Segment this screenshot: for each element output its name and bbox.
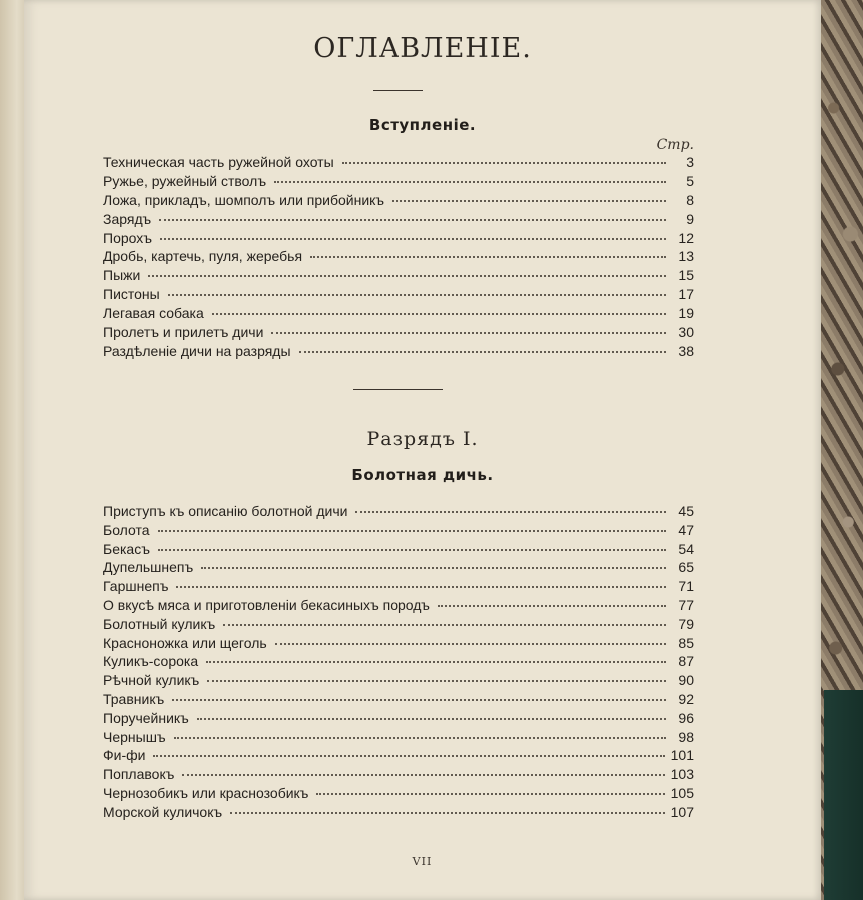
toc-entry-page: 101 bbox=[670, 747, 694, 764]
dot-leader bbox=[355, 510, 666, 513]
toc-entry-label: Травникъ bbox=[103, 690, 165, 707]
toc-entry bbox=[103, 747, 694, 766]
part1-toc-list bbox=[103, 503, 694, 823]
toc-entry-label: Чернозобикъ или краснозобикъ bbox=[103, 784, 309, 801]
toc-entry-label: Поручейникъ bbox=[103, 709, 189, 726]
toc-entry bbox=[103, 192, 694, 211]
toc-entry bbox=[103, 653, 694, 672]
toc-entry bbox=[103, 766, 694, 785]
toc-entry-page: 65 bbox=[678, 559, 694, 576]
intro-heading: Вступленіе. bbox=[368, 116, 477, 134]
toc-entry-page: 47 bbox=[678, 521, 694, 538]
toc-entry-page: 19 bbox=[678, 305, 694, 322]
toc-entry-label: Приступъ къ описанію болотной дичи bbox=[103, 503, 348, 519]
toc-entry bbox=[103, 154, 694, 173]
cloth-spine-corner bbox=[824, 690, 863, 900]
toc-entry-label: Чернышъ bbox=[103, 728, 166, 745]
title-divider bbox=[373, 90, 423, 91]
toc-entry bbox=[103, 559, 694, 578]
toc-entry-page: 107 bbox=[670, 803, 694, 820]
dot-leader bbox=[159, 218, 666, 221]
toc-entry-label: Морской куличокъ bbox=[103, 803, 223, 820]
dot-leader bbox=[197, 717, 666, 720]
intro-toc-list bbox=[103, 154, 694, 362]
dot-leader bbox=[158, 529, 666, 532]
part-heading: Болотная дичь. bbox=[351, 466, 494, 484]
toc-entry bbox=[103, 230, 694, 249]
toc-entry-label: Легавая собака bbox=[103, 305, 204, 322]
dot-leader bbox=[206, 660, 666, 663]
toc-entry-label: Гаршнепъ bbox=[103, 578, 169, 595]
toc-entry bbox=[103, 503, 694, 522]
toc-entry-page: 96 bbox=[678, 709, 694, 726]
toc-entry bbox=[103, 522, 694, 541]
dot-leader bbox=[274, 180, 666, 183]
book-gutter-edge bbox=[0, 0, 24, 900]
toc-entry bbox=[103, 343, 694, 362]
toc-entry bbox=[103, 672, 694, 691]
toc-entry-page: 87 bbox=[678, 653, 694, 670]
toc-entry-label: Поплавокъ bbox=[103, 766, 175, 783]
toc-entry-label: Болотный куликъ bbox=[103, 615, 216, 632]
toc-entry-page: 8 bbox=[686, 191, 694, 208]
dot-leader bbox=[160, 237, 666, 240]
toc-entry-label: Техническая часть ружейной охоты bbox=[103, 154, 334, 170]
dot-leader bbox=[271, 331, 666, 334]
toc-entry-page: 71 bbox=[678, 578, 694, 595]
dot-leader bbox=[207, 679, 666, 682]
dot-leader bbox=[172, 698, 666, 701]
toc-entry-label: Пролетъ и прилетъ дичи bbox=[103, 324, 264, 341]
toc-entry-label: Болота bbox=[103, 521, 150, 538]
toc-entry-page: 9 bbox=[686, 210, 694, 227]
toc-entry bbox=[103, 729, 694, 748]
toc-entry bbox=[103, 267, 694, 286]
toc-entry bbox=[103, 173, 694, 192]
toc-entry bbox=[103, 691, 694, 710]
toc-entry-page: 92 bbox=[678, 690, 694, 707]
toc-entry bbox=[103, 211, 694, 230]
toc-entry-page: 12 bbox=[678, 229, 694, 246]
dot-leader bbox=[438, 604, 666, 607]
toc-entry-page: 77 bbox=[678, 596, 694, 613]
toc-entry-page: 15 bbox=[678, 267, 694, 284]
toc-entry-label: Красноножка или щеголь bbox=[103, 634, 267, 651]
section-divider bbox=[353, 389, 443, 390]
dot-leader bbox=[223, 623, 666, 626]
dot-leader bbox=[299, 350, 666, 353]
toc-entry-label: Порохъ bbox=[103, 229, 153, 246]
toc-entry-page: 90 bbox=[678, 672, 694, 689]
toc-entry-label: Бекасъ bbox=[103, 540, 150, 557]
dot-leader bbox=[158, 548, 666, 551]
toc-entry-label: Ружье, ружейный стволъ bbox=[103, 172, 267, 189]
toc-entry-page: 105 bbox=[670, 784, 694, 801]
page-title: ОГЛАВЛЕНІЕ. bbox=[313, 33, 532, 64]
dot-leader bbox=[148, 274, 666, 277]
page-column-label: Стр. bbox=[656, 137, 694, 153]
toc-entry-label: Куликъ-сорока bbox=[103, 653, 199, 670]
dot-leader bbox=[182, 773, 664, 776]
dot-leader bbox=[275, 642, 666, 645]
toc-entry bbox=[103, 710, 694, 729]
toc-entry bbox=[103, 578, 694, 597]
dot-leader bbox=[168, 293, 666, 296]
dot-leader bbox=[176, 585, 666, 588]
toc-entry-page: 103 bbox=[670, 766, 694, 783]
toc-entry-page: 54 bbox=[678, 540, 694, 557]
dot-leader bbox=[201, 566, 666, 569]
toc-entry bbox=[103, 324, 694, 343]
toc-entry-label: Пистоны bbox=[103, 286, 160, 303]
dot-leader bbox=[174, 736, 666, 739]
dot-leader bbox=[392, 199, 666, 202]
toc-entry-label: Зарядъ bbox=[103, 210, 152, 227]
toc-entry bbox=[103, 597, 694, 616]
toc-entry-label: Раздѣленіе дичи на разряды bbox=[103, 342, 291, 359]
toc-entry bbox=[103, 785, 694, 804]
toc-entry bbox=[103, 635, 694, 654]
toc-entry-label: Фи-фи bbox=[103, 747, 146, 764]
part-title: Разрядъ I. bbox=[366, 428, 479, 450]
toc-entry-page: 45 bbox=[678, 503, 694, 519]
dot-leader bbox=[342, 161, 666, 164]
toc-entry-label: Дупельшнепъ bbox=[103, 559, 194, 576]
toc-entry-page: 3 bbox=[686, 154, 694, 170]
toc-entry bbox=[103, 286, 694, 305]
dot-leader bbox=[153, 754, 664, 757]
toc-entry-label: Рѣчной куликъ bbox=[103, 672, 200, 689]
toc-entry bbox=[103, 804, 694, 823]
dot-leader bbox=[310, 255, 666, 258]
toc-entry-page: 5 bbox=[686, 172, 694, 189]
toc-entry-page: 79 bbox=[678, 615, 694, 632]
dot-leader bbox=[230, 811, 665, 814]
toc-entry-page: 17 bbox=[678, 286, 694, 303]
toc-entry bbox=[103, 616, 694, 635]
toc-entry-label: Дробь, картечь, пуля, жеребья bbox=[103, 248, 303, 265]
page-number: VII bbox=[412, 855, 433, 868]
toc-entry bbox=[103, 248, 694, 267]
dot-leader bbox=[212, 312, 666, 315]
toc-entry-page: 85 bbox=[678, 634, 694, 651]
toc-entry-page: 13 bbox=[678, 248, 694, 265]
toc-entry-page: 30 bbox=[678, 324, 694, 341]
toc-entry-page: 38 bbox=[678, 342, 694, 359]
dot-leader bbox=[316, 792, 664, 795]
toc-entry-page: 98 bbox=[678, 728, 694, 745]
toc-entry-label: Ложа, прикладъ, шомполъ или прибойникъ bbox=[103, 191, 385, 208]
toc-entry-label: Пыжи bbox=[103, 267, 141, 284]
toc-entry bbox=[103, 305, 694, 324]
toc-entry bbox=[103, 541, 694, 560]
toc-entry-label: О вкусѣ мяса и приготовленіи бекасиныхъ породъ bbox=[103, 596, 430, 613]
